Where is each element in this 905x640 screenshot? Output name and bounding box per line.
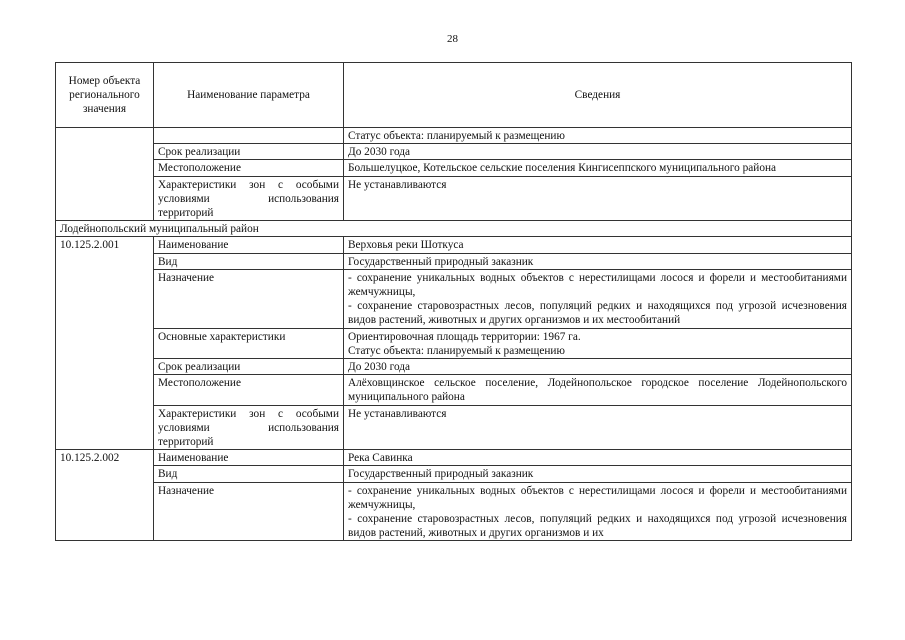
table-header-row — [56, 63, 852, 128]
value-cell: До 2030 года — [344, 359, 852, 375]
table-row — [56, 328, 852, 358]
value-cell — [344, 328, 852, 358]
value-cell: Статус объекта: планируемый к размещению — [344, 128, 852, 144]
table-row — [56, 375, 852, 405]
value-paragraph: - сохранение старовозрастных лесов, популяций редких и находящихся под угрозой исчезновения видов растений, животных и других организмов и их — [348, 513, 847, 540]
value-cell — [344, 269, 852, 328]
param-cell: Наименование — [154, 237, 344, 253]
table-row — [56, 405, 852, 450]
value-cell: Не устанавливаются — [344, 405, 852, 450]
param-cell: Местоположение — [154, 375, 344, 405]
table-row — [56, 466, 852, 482]
table-row — [56, 128, 852, 144]
param-cell: Характеристики зон с особыми условиями использования территорий — [154, 405, 344, 450]
value-cell — [344, 482, 852, 541]
param-cell: Срок реализации — [154, 144, 344, 160]
param-cell: Характеристики зон с особыми условиями использования территорий — [154, 176, 344, 221]
value-paragraph: - сохранение уникальных водных объектов с нерестилищами лосося и форели и местообитаниями жемчужницы, — [348, 484, 847, 511]
table-row — [56, 144, 852, 160]
table-row — [56, 482, 852, 541]
object-number-cell: 10.125.2.002 — [56, 450, 154, 541]
regional-objects-table — [55, 62, 852, 541]
value-paragraph: Ориентировочная площадь территории: 1967 га. — [348, 330, 581, 343]
param-cell: Срок реализации — [154, 359, 344, 375]
param-cell: Назначение — [154, 269, 344, 328]
value-cell: Не устанавливаются — [344, 176, 852, 221]
value-cell: Верховья реки Шоткуса — [344, 237, 852, 253]
param-cell — [154, 128, 344, 144]
value-cell: Государственный природный заказник — [344, 253, 852, 269]
value-cell: До 2030 года — [344, 144, 852, 160]
value-cell: Государственный природный заказник — [344, 466, 852, 482]
param-cell: Наименование — [154, 450, 344, 466]
value-cell: Алёховщинское сельское поселение, Лодейнопольское городское поселение Лодейнопольского муниципального района — [344, 375, 852, 405]
table-row — [56, 269, 852, 328]
header-object-number: Номер объекта регионального значения — [56, 63, 154, 128]
value-cell: Большелуцкое, Котельское сельские поселения Кингисеппского муниципального района — [344, 160, 852, 176]
table-row — [56, 253, 852, 269]
header-parameter-name: Наименование параметра — [154, 63, 344, 128]
table-row — [56, 160, 852, 176]
section-row — [56, 221, 852, 237]
value-paragraph: Статус объекта: планируемый к размещению — [348, 344, 565, 357]
table-row — [56, 176, 852, 221]
table-row — [56, 450, 852, 466]
table-row — [56, 237, 852, 253]
param-cell: Назначение — [154, 482, 344, 541]
param-cell: Вид — [154, 466, 344, 482]
section-title: Лодейнопольский муниципальный район — [56, 221, 852, 237]
param-cell: Местоположение — [154, 160, 344, 176]
object-number-cell: 10.125.2.001 — [56, 237, 154, 450]
page-number: 28 — [447, 33, 458, 45]
value-paragraph: - сохранение уникальных водных объектов с нерестилищами лосося и форели и местообитаниями жемчужницы, — [348, 271, 847, 299]
param-cell: Вид — [154, 253, 344, 269]
header-details: Сведения — [344, 63, 852, 128]
object-number-cell — [56, 128, 154, 221]
param-cell: Основные характеристики — [154, 328, 344, 358]
table-row — [56, 359, 852, 375]
value-cell: Река Савинка — [344, 450, 852, 466]
value-paragraph: - сохранение старовозрастных лесов, популяций редких и находящихся под угрозой исчезновения видов растений, животных и других организмов и их местообитаний — [348, 300, 847, 327]
